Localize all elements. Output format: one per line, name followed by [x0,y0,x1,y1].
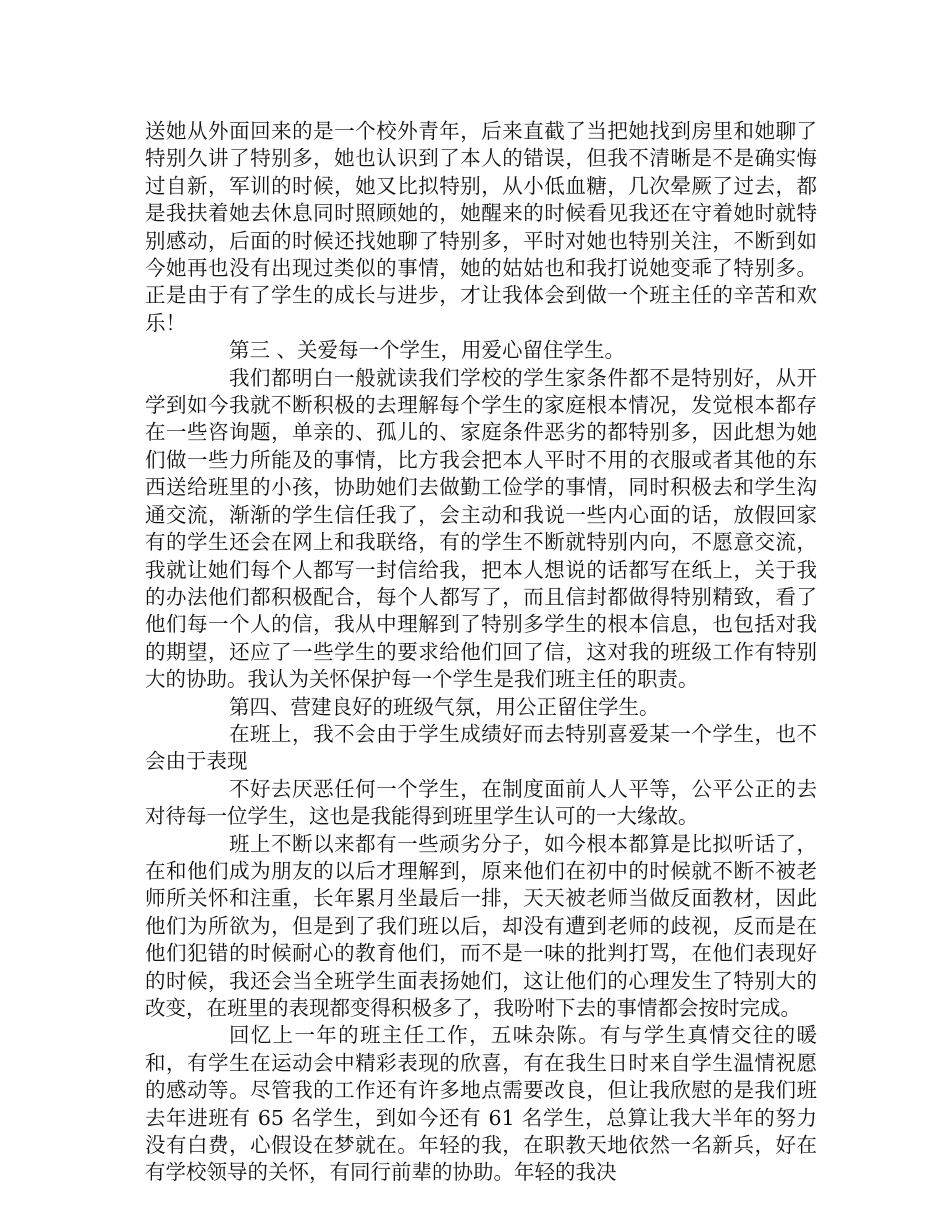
section-heading-three: 第三 、关爱每一个学生，用爱心留住学生。 [229,338,626,363]
paragraph-difficult-students: 班上不断以来都有一些顽劣分子，如今根本都算是比拟听话了，在和他们成为朋友的以后才理解到，原来他们在初中的时候就不断不被老师所关怀和注重，长年累月坐最后一排，天天被老师当做反面教材，因此他们为所欲为，但是到了我们班以后，却没有遭到老师的歧视，反而是在他们犯错的时候耐心的教育他们，而不是一味的批判打骂，在他们表现好的时候，我还会当全班学生面表扬她们，这让他们的心理发生了特别大的改变，在班里的表现都变得积极多了，我吩咐下去的事情都会按时完成。 [145,831,817,1020]
paragraph-equality: 不好去厌恶任何一个学生，在制度面前人人平等，公平公正的去对待每一位学生，这也是我能得到班里学生认可的一大缘故。 [145,776,817,829]
paragraph-care-students: 我们都明白一般就读我们学校的学生家条件都不是特别好，从开学到如今我就不断积极的去理解每个学生的家庭根本情况，发觉根本都存在一些咨询题，单亲的、孤儿的、家庭条件恶劣的都特别多，因此想为她们做一些力所能及的事情，比方我会把本人平时不用的衣服或者其他的东西送给班里的小孩，协助她们去做勤工俭学的事情，同时积极去和学生沟通交流，渐渐的学生信任我了，会主动和我说一些内心面的话，放假回家有的学生还会在网上和我联络，有的学生不断就特别内向，不愿意交流，我就让她们每个人都写一封信给我，把本人想说的话都写在纸上，关于我的办法他们都积极配合，每个人都写了，而且信封都做得特别精致，看了他们每一个人的信，我从中理解到了特别多学生的根本信息，也包括对我的期望，还应了一些学生的要求给他们回了信，这对我的班级工作有特别大的协助。我认为关怀保护每一个学生是我们班主任的职责。 [145,365,817,692]
document-page [145,118,817,1187]
paragraph-continuation: 送她从外面回来的是一个校外青年，后来直截了当把她找到房里和她聊了特别久讲了特别多，她也认识到了本人的错误，但我不清晰是不是确实悔过自新，军训的时候，她又比拟特别，从小低血糖，几次晕厥了过去，都是我扶着她去休息同时照顾她的，她醒来的时候看见我还在守着她时就特别感动，后面的时候还找她聊了特别多，平时对她也特别关注，不断到如今她再也没有出现过类似的事情，她的姑姑也和我打说她变乖了特别多。正是由于有了学生的成长与进步，才让我体会到做一个班主任的辛苦和欢乐！ [145,119,817,335]
paragraph-reflection: 回忆上一年的班主任工作，五味杂陈。有与学生真情交往的暖和，有学生在运动会中精彩表现的欣喜，有在我生日时来自学生温情祝愿的感动等。尽管我的工作还有许多地点需要改良，但让我欣慰的是我们班去年进班有 65 名学生，到如今还有 61 名学生，总算让我大半年的努力没有白费，心假设在梦就在。年轻的我，在职教天地依然一名新兵，好在有学校领导的关怀，有同行前辈的协助。年轻的我决 [145,1023,817,1185]
section-heading-four: 第四、营建良好的班级气氛，用公正留住学生。 [229,694,660,719]
paragraph-class-fairness: 在班上，我不会由于学生成绩好而去特别喜爱某一个学生，也不会由于表现 [145,721,817,774]
